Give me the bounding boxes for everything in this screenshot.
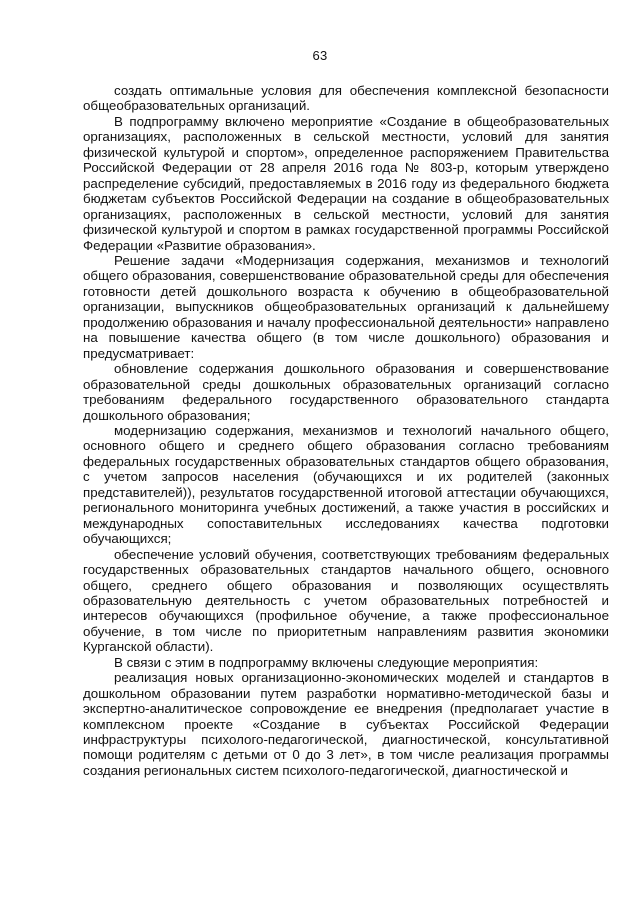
document-body (83, 83, 609, 778)
paragraph-3: Решение задачи «Модернизация содержания, механизмов и технологий общего образования, совершенствование образовательной среды для обеспечения готовности детей дошкольного возраста к обучению в общеобразовательной организации, выпускников общеобразовательных организаций к дальнейшему продолжению образования и началу профессиональной деятельности» направлено на повышение качества общего (в том числе дошкольного) образования и предусматривает: (83, 252, 609, 361)
paragraph-6: обеспечение условий обучения, соответствующих требованиям федеральных государственных образовательных стандартов начального общего, основного общего, среднего общего образования и позволяющих осуществлять образовательную деятельность с учетом образовательных потребностей и интересов обучающихся (профильное обучение, а также профессиональное обучение, в том числе по приоритетным направлениям развития экономики Курганской области). (83, 546, 609, 655)
paragraph-8: реализация новых организационно-экономических моделей и стандартов в дошкольном образовании путем разработки нормативно-методической базы и экспертно-аналитическое сопровождение ее внедрения (предполагает участие в комплексном проекте «Создание в субъектах Российской Федерации инфраструктуры психолого-педагогической, диагностической, консультативной помощи родителям с детьми от 0 до 3 лет», в том числе реализация программы создания региональных систем психолого-педагогической, диагностической и (83, 670, 609, 778)
paragraph-5: модернизацию содержания, механизмов и технологий начального общего, основного общего и среднего общего образования согласно требованиям федеральных государственных образовательных стандартов общего образования, с учетом запросов населения (обучающихся и их родителей (законных представителей)), результатов государственной итоговой аттестации обучающихся, регионального мониторинга учебных достижений, а также участия в российских и международных сопоставительных исследованиях качества подготовки обучающихся; (83, 422, 609, 547)
page-number: 63 (312, 48, 328, 63)
paragraph-7: В связи с этим в подпрограмму включены следующие мероприятия: (114, 654, 539, 670)
paragraph-1: создать оптимальные условия для обеспечения комплексной безопасности общеобразовательных организаций. (83, 83, 609, 114)
paragraph-2: В подпрограмму включено мероприятие «Создание в общеобразовательных организациях, расположенных в сельской местности, условий для занятия физической культурой и спортом», определенное распоряжением Правительства Российской Федерации от 28 апреля 2016 года № 803-р, которым утверждено распределение субсидий, предоставляемых в 2016 году из федерального бюджета бюджетам субъектов Российской Федерации на создание в общеобразовательных организациях, расположенных в сельской местности, условий для занятия физической культурой и спортом в рамках государственной программы Российской Федерации «Развитие образования». (83, 113, 609, 253)
paragraph-4: обновление содержания дошкольного образования и совершенствование образовательной среды дошкольных образовательных организаций согласно требованиям федерального государственного образовательного стандарта дошкольного образования; (83, 361, 609, 423)
